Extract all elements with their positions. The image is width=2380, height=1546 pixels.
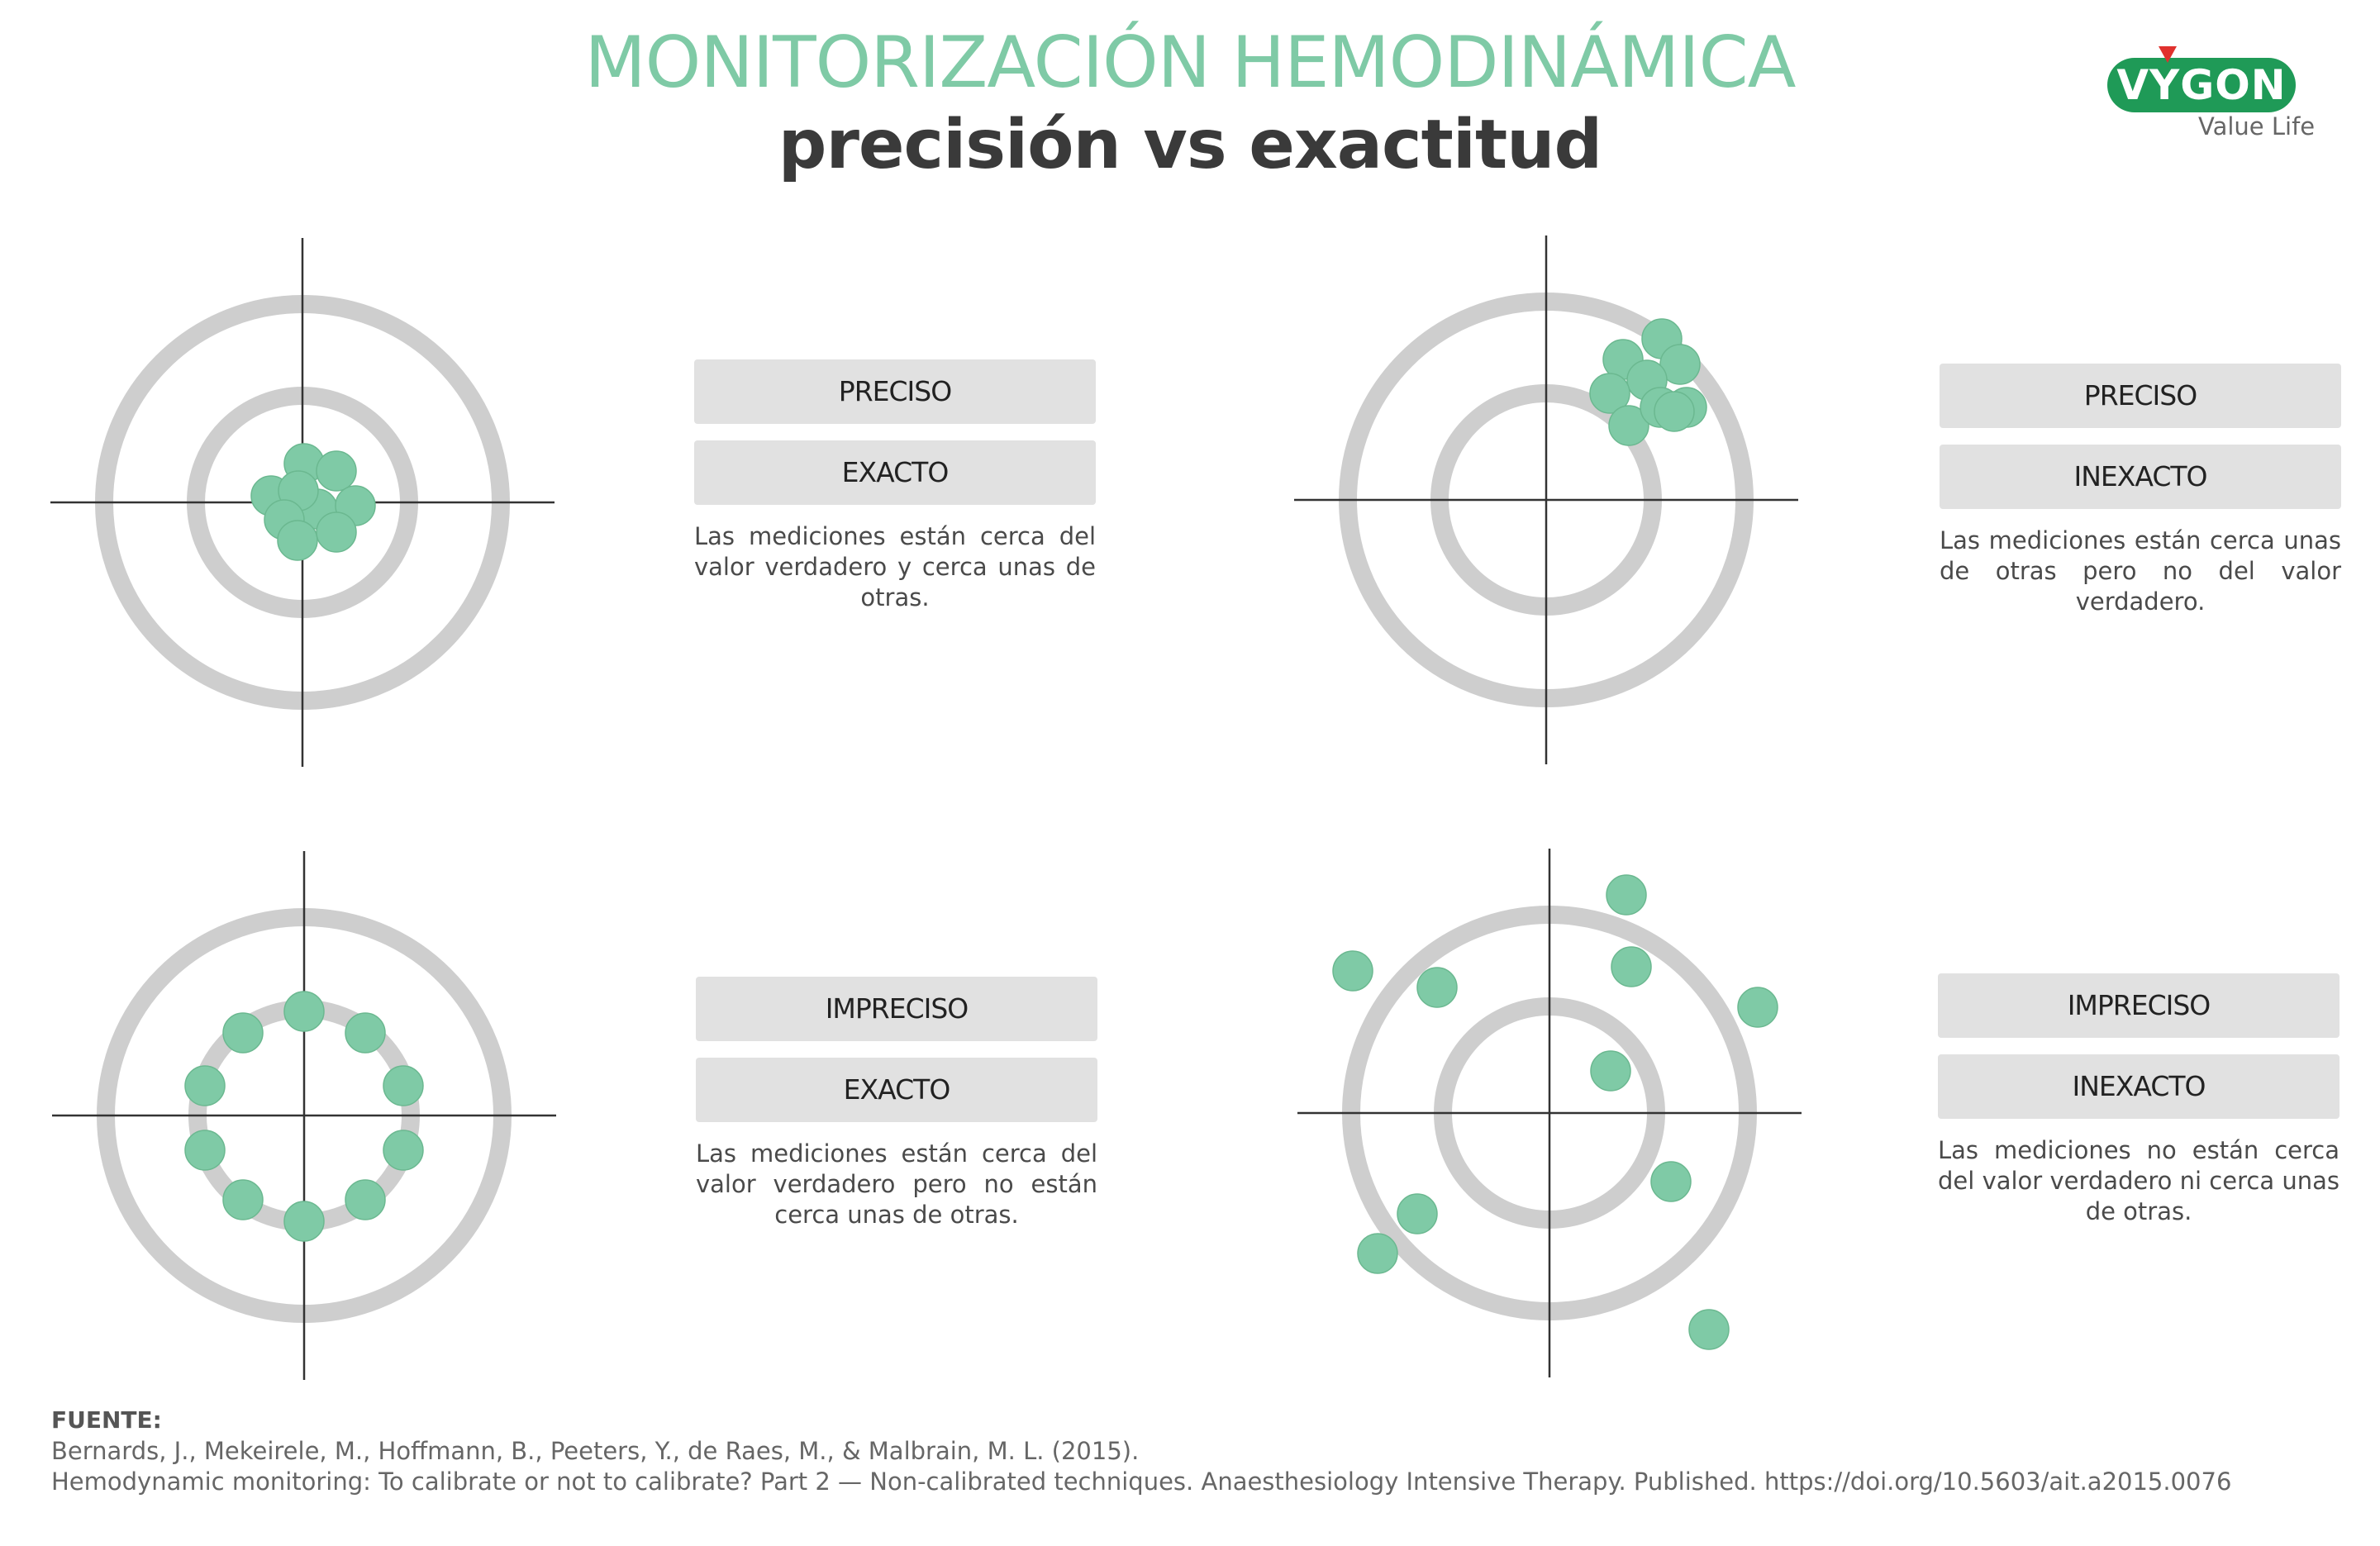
quadrant-description: Las mediciones están cerca unas de otras pero no del valor verdadero.	[1940, 526, 2341, 616]
label-precision: IMPRECISO	[1938, 973, 2340, 1038]
page-title: MONITORIZACIÓN HEMODINÁMICA	[584, 21, 1796, 104]
vygon-logo	[2099, 43, 2339, 150]
source-line-authors: Bernards, J., Mekeirele, M., Hoffmann, B., Peeters, Y., de Raes, M., & Malbrain, M. L. (2015).	[51, 1437, 1140, 1465]
measurement-dot	[284, 1201, 324, 1241]
measurement-dot	[383, 1130, 423, 1170]
measurement-dot	[1397, 1194, 1437, 1234]
measurement-dot	[317, 512, 356, 552]
quadrant-description: Las mediciones están cerca del valor verdadero pero no están cerca unas de otras.	[696, 1139, 1097, 1229]
quadrant-preciso-exacto	[694, 359, 1096, 613]
label-accuracy: INEXACTO	[1938, 1054, 2340, 1119]
target-preciso-inexacto	[1294, 235, 1798, 764]
measurement-dot	[185, 1130, 225, 1170]
logo-triangle-icon	[2159, 46, 2177, 63]
target-impreciso-exacto	[52, 851, 556, 1380]
measurement-dot	[185, 1066, 225, 1106]
measurement-dot	[1417, 968, 1457, 1007]
measurement-dot	[1651, 1162, 1691, 1201]
measurement-dot	[345, 1013, 385, 1053]
measurement-dot	[1689, 1310, 1729, 1349]
label-precision: PRECISO	[694, 359, 1096, 424]
measurement-dot	[284, 992, 324, 1031]
measurement-dot	[278, 521, 317, 560]
measurement-dot	[1654, 392, 1694, 431]
target-preciso-exacto	[50, 238, 555, 767]
quadrant-preciso-inexacto	[1940, 364, 2341, 617]
measurement-dot	[383, 1066, 423, 1106]
source-title: FUENTE:	[51, 1406, 162, 1434]
measurement-dot	[1333, 951, 1373, 991]
logo-badge: VYGON	[2107, 58, 2296, 112]
quadrant-impreciso-inexacto	[1938, 973, 2340, 1227]
quadrant-description: Las mediciones no están cerca del valor verdadero ni cerca unas de otras.	[1938, 1136, 2340, 1225]
measurement-dot	[1591, 1051, 1630, 1091]
source-citation	[51, 1405, 2349, 1497]
quadrant-description: Las mediciones están cerca del valor verdadero y cerca unas de otras.	[694, 522, 1096, 611]
page-subtitle: precisión vs exactitud	[778, 106, 1602, 184]
measurement-dot	[1738, 987, 1778, 1027]
quadrant-impreciso-exacto	[696, 977, 1097, 1230]
measurement-dot	[223, 1180, 263, 1220]
logo-tagline: Value Life	[2198, 112, 2316, 140]
label-accuracy: EXACTO	[696, 1058, 1097, 1122]
measurement-dot	[317, 451, 356, 491]
measurement-dot	[345, 1180, 385, 1220]
measurement-dot	[1611, 947, 1651, 987]
measurement-dot	[1606, 875, 1646, 915]
measurement-dot	[223, 1013, 263, 1053]
label-precision: PRECISO	[1940, 364, 2341, 428]
measurement-dot	[1358, 1234, 1397, 1273]
label-accuracy: INEXACTO	[1940, 445, 2341, 509]
label-accuracy: EXACTO	[694, 440, 1096, 505]
source-line-reference: Hemodynamic monitoring: To calibrate or not to calibrate? Part 2 — Non-calibrated techniques. Anaesthesiology Intensive Therapy. Published. https://doi.org/10.5603/ait.a2015.0076	[51, 1468, 2232, 1496]
label-precision: IMPRECISO	[696, 977, 1097, 1041]
target-impreciso-inexacto	[1297, 849, 1802, 1377]
